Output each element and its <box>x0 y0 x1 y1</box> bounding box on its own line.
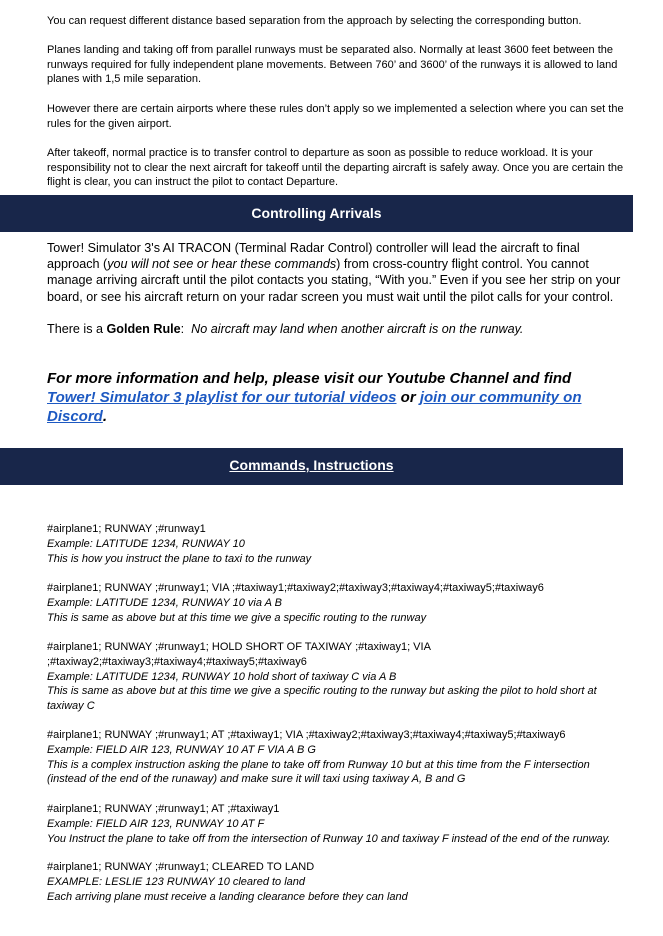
command-description: You Instruct the plane to take off from the intersection of Runway 10 and taxiway F instead of the end of the runway. <box>47 832 611 845</box>
arrivals-text-b: ) from cross-country flight control. You cannot manage arriving aircraft until the pilot contacts you stating, “With you.” Even if you see her strip on your board, or see his aircraft return on your radar screen you must wait until the pilot calls for your control. <box>47 257 621 304</box>
command-description: This is how you instruct the plane to taxi to the runway <box>47 552 312 565</box>
command-block <box>47 640 447 670</box>
arrivals-paragraph <box>47 240 627 305</box>
command-syntax: #airplane1; RUNWAY ;#runway1; AT ;#taxiway1 <box>47 803 280 815</box>
command-example: Example: LATITUDE 1234, RUNWAY 10 <box>47 537 245 550</box>
command-example: Example: FIELD AIR 123, RUNWAY 10 AT F <box>47 817 265 830</box>
command-syntax: #airplane1; RUNWAY ;#runway1; HOLD SHORT OF TAXIWAY ;#taxiway1; VIA ;#taxiway2;#taxiway3;#taxiway4;#taxiway5;#taxiway6 <box>47 641 431 668</box>
command-example: EXAMPLE: LESLIE 123 RUNWAY 10 cleared to land <box>47 875 306 888</box>
command-block <box>47 728 627 787</box>
separation-paragraph: You can request different distance based separation from the approach by selecting the corresponding button. <box>47 15 582 27</box>
help-middle: or <box>396 389 420 406</box>
command-syntax: #airplane1; RUNWAY ;#runway1; AT ;#taxiway1; VIA ;#taxiway2;#taxiway3;#taxiway4;#taxiway5;#taxiway6 <box>47 729 566 741</box>
command-description: Each arriving plane must receive a landing clearance before they can land <box>47 890 408 903</box>
controlling-arrivals-heading: Controlling Arrivals <box>0 195 633 232</box>
command-block <box>47 522 627 566</box>
command-example: Example: LATITUDE 1234, RUNWAY 10 via A B <box>47 596 282 609</box>
golden-rule-label: Golden Rule <box>106 322 181 336</box>
golden-rule-colon: : <box>180 322 192 336</box>
command-syntax: #airplane1; RUNWAY ;#runway1 <box>47 523 206 535</box>
command-description: This is a complex instruction asking the plane to take off from Runway 10 but at this time from the F intersection (instead of the end of the runaway) and make sure it will taxi using taxiway A, B and G <box>47 758 590 786</box>
commands-heading-bar <box>0 448 623 485</box>
command-block <box>47 860 627 904</box>
golden-rule-text: No aircraft may land when another aircraft is on the runway. <box>191 322 524 336</box>
commands-heading: Commands, Instructions <box>229 457 394 473</box>
tutorial-playlist-link[interactable]: Tower! Simulator 3 playlist for our tutorial videos <box>47 389 397 406</box>
arrivals-text-a: Tower! Simulator 3's AI TRACON (Terminal Radar Control) controller will lead the aircraft to final approach ( <box>47 241 580 272</box>
help-paragraph <box>47 369 622 426</box>
command-syntax: #airplane1; RUNWAY ;#runway1; CLEARED TO LAND <box>47 861 315 873</box>
golden-rule-prefix: There is a <box>47 322 107 336</box>
discord-community-link[interactable]: join our community on Discord <box>47 389 582 425</box>
airport-rules-paragraph: However there are certain airports where these rules don’t apply so we implemented a selection where you can set the rules for the given airport. <box>47 103 624 130</box>
command-description: This is same as above but at this time we give a specific routing to the runway but asking the pilot to hold short at taxiway C <box>47 685 597 713</box>
help-prefix: For more information and help, please visit our Youtube Channel and find <box>47 370 572 387</box>
command-block-detail <box>47 670 627 714</box>
command-example: Example: LATITUDE 1234, RUNWAY 10 hold short of taxiway C via A B <box>47 670 397 683</box>
command-example: Example: FIELD AIR 123, RUNWAY 10 AT F VIA A B G <box>47 743 316 756</box>
command-syntax: #airplane1; RUNWAY ;#runway1; VIA ;#taxiway1;#taxiway2;#taxiway3;#taxiway4;#taxiway5;#taxiway6 <box>47 582 544 594</box>
help-suffix: . <box>102 408 108 425</box>
departure-paragraph: After takeoff, normal practice is to transfer control to departure as soon as possible to reduce workload. It is your responsibility not to clear the next aircraft for takeoff until the departing aircraft is safely away. Once you are certain the flight is clear, you can instruct the pilot to contact Departure. <box>47 147 624 189</box>
command-block <box>47 581 627 625</box>
parallel-runways-paragraph: Planes landing and taking off from parallel runways must be separated also. Normally at least 3600 feet between the runways required for fully independent plane movements. Between 760’ and 3600’ of the runways it is allowed to land planes with 1,5 mile separation. <box>47 44 618 86</box>
golden-rule-paragraph <box>47 321 627 337</box>
arrivals-text-italic: you will not see or hear these commands <box>107 257 337 272</box>
command-description: This is same as above but at this time we give a specific routing to the runway <box>47 611 427 624</box>
command-block <box>47 802 627 846</box>
